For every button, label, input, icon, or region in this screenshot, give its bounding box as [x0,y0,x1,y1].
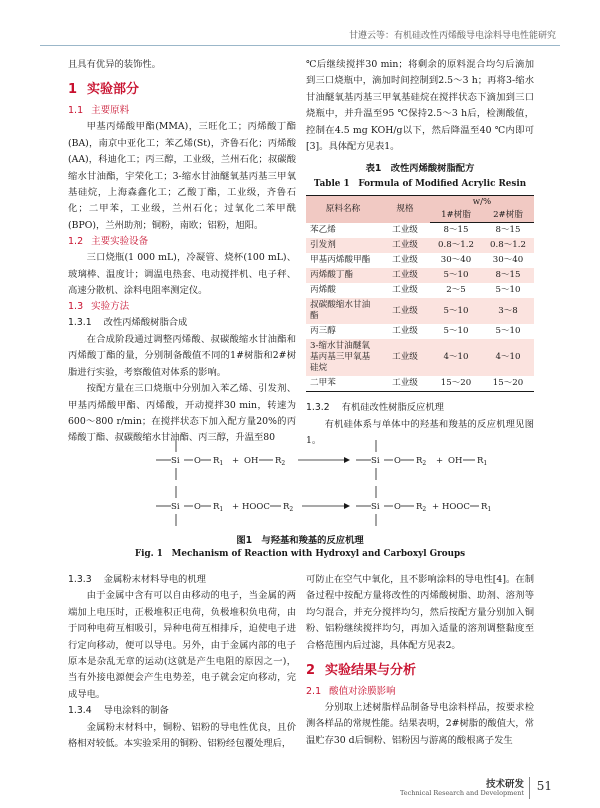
section-1-1-heading [68,103,296,119]
section-1-3-heading [68,299,296,315]
acid-value-paragraph: 分别取上述树脂样品制备导电涂料样品，按要求检测各样品的常规性能。结果表明，2#树脂的酸值大，常温贮存30 d后铜粉、铝粉因与游离的酸根离子发生 [306,702,534,746]
table-caption-en: Table 1 Formula of Modified Acrylic Resin [313,179,527,190]
r2-group: $R_2$ [275,456,286,467]
section-1-3-3-heading [68,572,296,588]
table-cell-r1: 2～5 [430,283,482,298]
section-number: 1.3.3 [68,574,92,585]
header-spec: 规格 [380,196,430,223]
r1-group: $R_1$ [213,502,224,513]
table-cell-r2: 0.8～1.2 [482,238,534,253]
reaction-row-hydroxyl [156,440,487,480]
section-number: 1.2 [68,236,84,248]
reaction-mechanism-figure [118,434,508,534]
formula-table-body [306,223,534,392]
synthesis-paragraph-1: 在合成阶段通过调整丙烯酸、叔碳酸缩水甘油酯和丙烯酸丁酯的量，分别制备酸值不同的1#树脂和2#树脂进行实验，考察酸值对体系的影响。 [68,333,296,378]
table-cell-name: 二甲苯 [306,376,380,392]
synthesis-paragraph-2: 按配方量在三口烧瓶中分别加入苯乙烯、引发剂、甲基丙烯酸甲酯、丙烯酸，开动搅拌30 min，转速为600～800 r/min；在搅拌状态下加入配方量20%的丙烯酸丁酯、叔碳酸缩水甘油酯、丙三醇，升温至80 [68,383,296,444]
table-cell-spec: 工业级 [380,238,430,253]
table-cell-spec: 工业级 [380,268,430,283]
table-cell-name: 丙烯酸丁酯 [306,268,380,283]
table-cell-spec: 工业级 [380,223,430,239]
section-title: 实验结果与分析 [325,663,417,679]
formula-table [306,195,534,392]
table-cell-r1: 4～10 [430,339,482,376]
table-cell-r1: 30～40 [430,253,482,268]
running-title: 甘遵云等：有机硅改性丙烯酸导电涂料导电性能研究 [348,31,556,41]
plus-sign: + [436,456,444,466]
table-cell-spec: 工业级 [380,298,430,324]
mechanism-paragraph: 有机硅体系与单体中的羟基和羧基的反应机理见图1。 [306,418,534,447]
header-unit: w/% [430,196,534,210]
table-row [306,223,534,239]
r2-group: $R_2$ [416,456,427,467]
table-row [306,298,534,324]
table-cell-r2: 8～15 [482,223,534,239]
synthesis-continuation: ℃后继续搅拌30 min；将剩余的原料混合均匀后滴加到三口烧瓶中，滴加时间控制到2.5～3 h；再将3-缩水甘油醚氧基丙基三甲氧基硅烷在搅拌状态下滴加到三口烧瓶中，并升温至95 ℃保持2.5～3 h后，检测酸值，控制在4.5 mg KOH/g以下，然后降温至40 ℃内即可[3]。具体配方见表1。 [306,59,534,153]
section-number: 2 [306,663,316,679]
equipment-paragraph: 三口烧瓶(1 000 mL)，冷凝管、烧杯(100 mL)、玻璃棒、温度计；调温电热套、电动搅拌机、电子秤、高速分散机、涂料电阻率测定仪。 [68,252,296,297]
r1-group: $R_1$ [481,502,492,513]
page-number: 51 [536,779,552,793]
section-title: 主要原料 [91,105,130,117]
table-cell-spec: 工业级 [380,324,430,339]
table-row [306,268,534,283]
page-header [40,26,560,46]
section-1-heading [68,81,296,99]
table-cell-name: 苯乙烯 [306,223,380,239]
silicon-atom: Si [171,456,180,466]
hydroxyl-group: OH [244,456,259,466]
section-1-3-1-heading [68,315,296,331]
oxygen-atom: O [394,456,401,466]
carboxyl-group: HOOC [442,502,470,512]
plus-sign: + [432,502,440,512]
table-cell-name: 叔碳酸缩水甘油酯 [306,298,380,324]
table-caption-cn: 表1 改性丙烯酸树脂配方 [365,163,475,175]
left-column-bottom [68,572,296,752]
section-number: 1.3.2 [306,402,330,414]
oxygen-atom: O [194,456,201,466]
table-cell-r2: 30～40 [482,253,534,268]
section-number: 2.1 [306,686,322,698]
table-cell-name: 甲基丙烯酸甲酯 [306,253,380,268]
table-cell-name: 引发剂 [306,238,380,253]
right-column-top [306,57,534,450]
table-cell-r1: 5～10 [430,268,482,283]
hydroxyl-group: OH [448,456,463,466]
header-name: 原料名称 [306,196,380,223]
section-title: 实验部分 [87,82,140,98]
silicon-atom: Si [371,456,380,466]
carboxyl-group: HOOC [242,502,270,512]
table-row [306,283,534,298]
table-cell-r1: 0.8～1.2 [430,238,482,253]
table-cell-r2: 3～8 [482,298,534,324]
table-row [306,324,534,339]
left-column-top [68,57,296,447]
figure-caption-cn: 图1 与羟基和羧基的反应机理 [236,535,364,546]
table-cell-name: 丙烯酸 [306,283,380,298]
section-title: 导电涂料的制备 [103,705,169,717]
table-cell-spec: 工业级 [380,376,430,392]
reaction-row-carboxyl [156,486,491,526]
materials-paragraph: 甲基丙烯酸甲酯(MMA)，三旺化工；丙烯酸丁酯(BA)，南京中亚化工；苯乙烯(St)，齐鲁石化；丙烯酸(AA)，科迪化工；丙三醇，工业级，兰州石化；叔碳酸缩水甘油酯，宇荣化工；3-缩水甘油醚氧基丙基三甲氧基硅烷，上海森鑫化工；乙酸丁酯，工业级，齐鲁石化；二甲苯，工业级，兰州石化；过氧化二苯甲酰(BPO)，兰州助剂；铜粉，南欧；铝粉，旭阳。 [68,121,296,231]
header-resin-1: 1#树脂 [430,209,482,223]
section-1-2-heading [68,234,296,250]
table-cell-spec: 工业级 [380,283,430,298]
header-resin-2: 2#树脂 [482,209,534,223]
section-number: 1 [68,82,78,98]
table-cell-r1: 15～20 [430,376,482,392]
section-title: 酸值对涂膜影响 [329,686,396,698]
section-title: 改性丙烯酸树脂合成 [103,317,188,329]
r2-group: $R_2$ [416,502,427,513]
table-row [306,339,534,376]
table-cell-r2: 4～10 [482,339,534,376]
figure-caption-en: Fig. 1 Mechanism of Reaction with Hydroxyl and Carboxyl Groups [134,549,466,559]
section-number: 1.3.4 [68,705,92,717]
oxygen-atom: O [194,502,201,512]
section-number: 1.3.1 [68,317,92,329]
page-footer [40,776,560,802]
table-row [306,376,534,392]
conduction-paragraph: 由于金属中含有可以自由移动的电子，当金属的两端加上电压时，正极堆积正电荷，负极堆积负电荷，由于同种电荷互相吸引，异种电荷互相排斥，迫使电子进行定向移动，便可以导电。另外，由于金属内部的电子原本是杂乱无章的运动(这就是产生电阻的原因之一)，当有外接电源便会产生电势差，电子就会定向移动，完成导电。 [68,590,296,700]
r1-group: $R_1$ [213,456,224,467]
right-column-bottom [306,572,534,749]
preparation-paragraph: 金属粉末材料中，铜粉、铝粉的导电性优良，且价格相对较低。本实验采用的铜粉、铝粉经包覆处理后， [68,721,296,750]
preparation-continuation: 可防止在空气中氧化，且不影响涂料的导电性[4]。在制备过程中按配方量将改性的丙烯酸树脂、助剂、溶剂等均匀混合，并充分搅拌均匀，然后按配方量分别加入铜粉、铝粉继续搅拌均匀，再加入适量的溶剂调整黏度至合格范围内后过滤，具体配方见表2。 [306,574,534,651]
footer-divider [529,777,530,799]
plus-sign: + [232,456,240,466]
table-cell-r2: 5～10 [482,324,534,339]
journal-name-cn: 技术研发 [485,779,524,790]
table-cell-name: 丙三醇 [306,324,380,339]
section-title: 主要实验设备 [91,236,149,248]
table-row [306,253,534,268]
section-number: 1.3 [68,301,84,313]
r2-group: $R_2$ [283,502,294,513]
table-cell-r1: 8～15 [430,223,482,239]
silicon-atom: Si [171,502,180,512]
oxygen-atom: O [394,502,401,512]
section-2-1-heading [306,684,534,700]
table-cell-r1: 5～10 [430,298,482,324]
table-cell-name: 3-缩水甘油醚氧基丙基三甲氧基硅烷 [306,339,380,376]
table-cell-spec: 工业级 [380,339,430,376]
table-cell-r2: 15～20 [482,376,534,392]
journal-name-en: Technical Research and Development [399,789,524,797]
section-number: 1.1 [68,105,84,117]
section-1-3-4-heading [68,703,296,719]
section-2-heading [306,662,534,680]
continuation-text: 且具有优异的装饰性。 [68,59,161,70]
table-cell-spec: 工业级 [380,253,430,268]
section-title: 金属粉末材料导电的机理 [103,574,206,585]
silicon-atom: Si [371,502,380,512]
section-title: 有机硅改性树脂反应机理 [341,402,444,414]
section-title: 实验方法 [91,301,130,313]
table-cell-r2: 5～10 [482,283,534,298]
section-1-3-2-heading [306,400,534,416]
table-row [306,238,534,253]
table-cell-r1: 5～10 [430,324,482,339]
plus-sign: + [232,502,240,512]
table-cell-r2: 8～15 [482,268,534,283]
r1-group: $R_1$ [477,456,488,467]
